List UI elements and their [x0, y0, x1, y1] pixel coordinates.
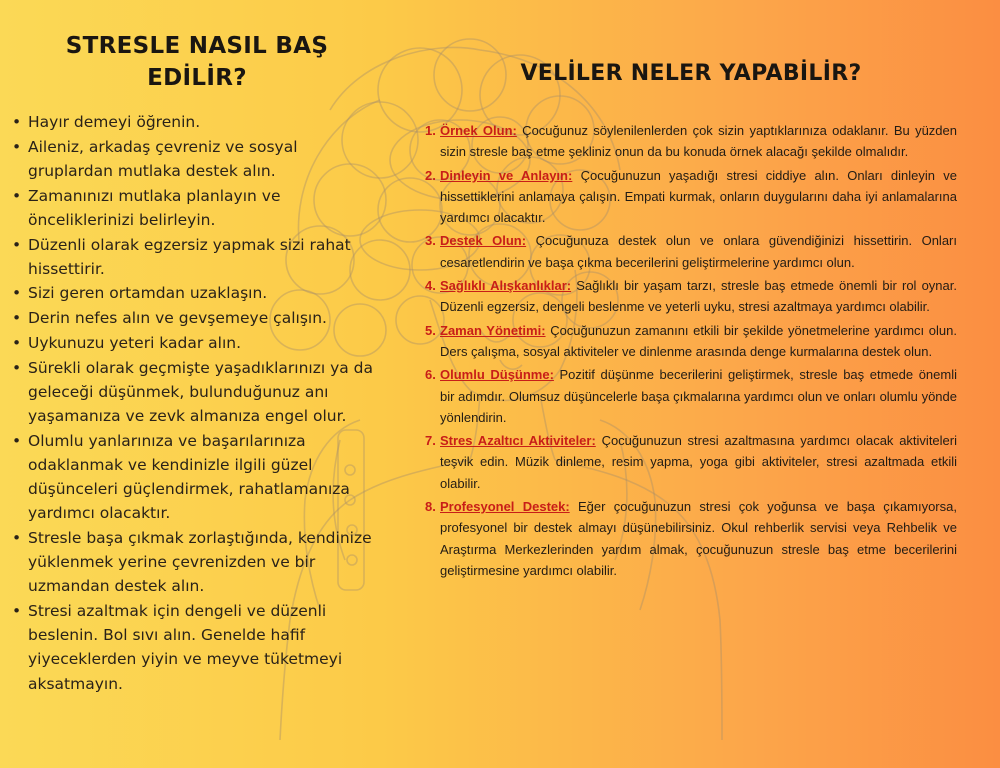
advice-text: Sağlıklı bir yaşam tarzı, stresle baş etmede önemli bir rol oynar. Düzenli egzersiz, dengeli beslenme ve yeterli uyku, stresi azaltmaya yardımcı olabilir. — [440, 278, 957, 315]
coping-tip: • Uykunuzu yeteri kadar alın. — [12, 331, 382, 355]
coping-tip: • Stresle başa çıkmak zorlaştığında, kendinize yüklenmek yerine çevrenizden ve bir uzmandan destek alın. — [12, 526, 382, 599]
advice-heading: Dinleyin ve Anlayın: — [440, 167, 573, 183]
coping-tip: • Derin nefes alın ve gevşemeye çalışın. — [12, 306, 382, 330]
advice-item — [425, 320, 957, 363]
coping-title-line2: EDİLİR? — [147, 65, 247, 91]
advice-heading: Olumlu Düşünme: — [440, 367, 554, 383]
advice-item — [425, 120, 957, 163]
advice-heading: Zaman Yönetimi: — [440, 322, 546, 338]
advice-item — [425, 364, 957, 428]
advice-text: Eğer çocuğunuzun stresi çok yoğunsa ve başa çıkamıyorsa, profesyonel bir destek almayı düşünebilirsiniz. Okul rehberlik servisi veya Rehbelik ve Araştırma Merkezlerinden yardım almak, çocuğunuzun stresle baş etme becerilerini geliştirmesine yardımcı olabilir. — [440, 499, 957, 578]
coping-title — [12, 30, 382, 94]
right-column-parents — [425, 58, 957, 583]
advice-heading: Destek Olun: — [440, 233, 527, 249]
coping-tip: • Olumlu yanlarınıza ve başarılarınıza odaklanmak ve kendinizle ilgili güzel düşünceleri güçlendirmek, rahatlamanıza yardımcı olacaktır. — [12, 429, 382, 526]
advice-text: Çocuğunuza destek olun ve onlara güvendiğinizi hissettirin. Onları cesaretlendirin ve başa çıkma becerilerini geliştirmelerine yardımcı olun. — [440, 233, 957, 270]
advice-text: Çocuğunuzun yaşadığı stresi ciddiye alın. Onları dinleyin ve hissettiklerini anlamaya çalışın. Empati kurmak, onların duygularını daha iyi anlamalarına yardımcı olacaktır. — [440, 167, 957, 226]
coping-tip: • Aileniz, arkadaş çevreniz ve sosyal gruplardan mutlaka destek alın. — [12, 135, 382, 183]
advice-item — [425, 165, 957, 229]
coping-tip: • Sürekli olarak geçmişte yaşadıklarınızı ya da geleceği düşünmek, bulunduğunuz anı yaşamanıza ve zevk almanıza engel olur. — [12, 356, 382, 429]
coping-tip: • Düzenli olarak egzersiz yapmak sizi rahat hissettirir. — [12, 233, 382, 281]
coping-tip: • Stresi azaltmak için dengeli ve düzenli beslenin. Bol sıvı alın. Genelde hafif yiyeceklerden yiyin ve meyve tüketmeyi aksatmayın. — [12, 599, 382, 696]
coping-title-line1: STRESLE NASIL BAŞ — [65, 33, 329, 59]
advice-text: Pozitif düşünme becerilerini geliştirmek, stresle baş etmede önemli bir adımdır. Olumsuz düşüncelerle başa çıkmalarına yardımcı olun ve onları olumlu yönde yönlendirin. — [440, 367, 957, 425]
advice-number: 8. — [425, 499, 436, 515]
coping-tip: • Hayır demeyi öğrenin. — [12, 110, 382, 134]
advice-item — [425, 496, 957, 581]
advice-heading: Profesyonel Destek: — [440, 499, 570, 515]
advice-item — [425, 275, 957, 318]
advice-heading: Örnek Olun: — [440, 123, 517, 138]
advice-heading: Stres Azaltıcı Aktiviteler: — [440, 433, 596, 449]
coping-tips-list — [12, 110, 382, 696]
advice-item — [425, 430, 957, 494]
advice-text: Çocuğunuzun stresi azaltmasına yardımcı olacak aktiviteleri teşvik edin. Müzik dinleme, resim yapma, yoga gibi aktiviteler, stresi azaltmada etkili olabilir. — [440, 433, 957, 491]
advice-number: 6. — [425, 367, 436, 383]
left-column-coping — [12, 30, 382, 696]
advice-heading: Sağlıklı Alışkanlıklar: — [440, 278, 572, 294]
parent-advice-list — [425, 120, 957, 581]
advice-text: Çocuğunuzun zamanını etkili bir şekilde yönetmelerine yardımcı olun. Ders çalışma, sosyal aktiviteler ve dinlenme arasında denge kurmalarına destek olun. — [440, 322, 957, 359]
advice-item — [425, 230, 957, 273]
advice-number: 7. — [425, 433, 436, 449]
coping-tip: • Zamanınızı mutlaka planlayın ve önceliklerinizi belirleyin. — [12, 184, 382, 232]
parents-title: VELİLER NELER YAPABİLİR? — [520, 61, 862, 86]
advice-number: 2. — [425, 167, 436, 183]
advice-number: 5. — [425, 322, 436, 338]
advice-number: 1. — [425, 123, 436, 138]
coping-tip: • Sizi geren ortamdan uzaklaşın. — [12, 281, 382, 305]
advice-number: 4. — [425, 278, 436, 294]
advice-number: 3. — [425, 233, 436, 249]
advice-text: Çocuğunuz söylenilenlerden çok sizin yaptıklarınıza odaklanır. Bu yüzden sizin stresle baş etme şekliniz onun da bu konuda örnek alacağı şekilde olmalıdır. — [440, 123, 957, 160]
